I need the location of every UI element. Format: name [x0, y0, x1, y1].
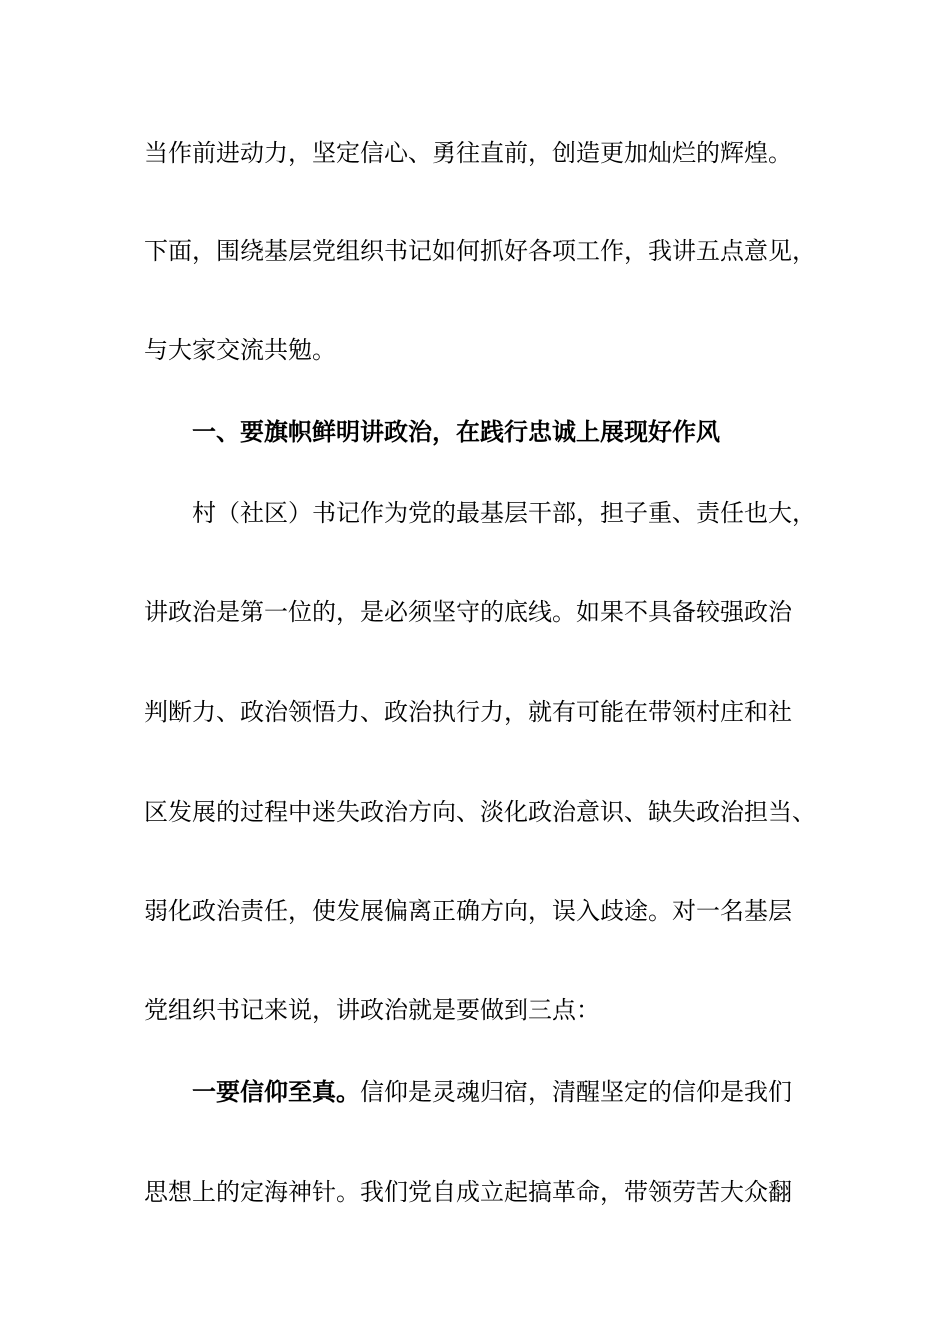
body-text-line: 党组织书记来说，讲政治就是要做到三点： — [144, 996, 600, 1024]
body-text-line: 与大家交流共勉。 — [144, 336, 336, 364]
body-text-line: 区发展的过程中迷失政治方向、淡化政治意识、缺失政治担当、 — [144, 798, 816, 826]
body-text-line: 讲政治是第一位的，是必须坚守的底线。如果不具备较强政治 — [144, 598, 792, 626]
body-text-line: 思想上的定海神针。我们党自成立起搞革命，带领劳苦大众翻 — [144, 1178, 792, 1206]
body-text-line: 判断力、政治领悟力、政治执行力，就有可能在带领村庄和社 — [144, 698, 792, 726]
point-one-text: 信仰是灵魂归宿，清醒坚定的信仰是我们 — [360, 1078, 792, 1106]
point-one-line — [192, 1076, 872, 1108]
point-one-lead: 一要信仰至真。 — [192, 1078, 360, 1106]
body-text-line: 当作前进动力，坚定信心、勇往直前，创造更加灿烂的辉煌。 — [144, 139, 792, 167]
body-text-line: 弱化政治责任，使发展偏离正确方向，误入歧途。对一名基层 — [144, 897, 792, 925]
section-heading: 一、要旗帜鲜明讲政治，在践行忠诚上展现好作风 — [192, 418, 720, 446]
body-text-line: 下面，围绕基层党组织书记如何抓好各项工作，我讲五点意见， — [144, 237, 816, 265]
body-text-line: 村（社区）书记作为党的最基层干部，担子重、责任也大， — [192, 499, 816, 527]
